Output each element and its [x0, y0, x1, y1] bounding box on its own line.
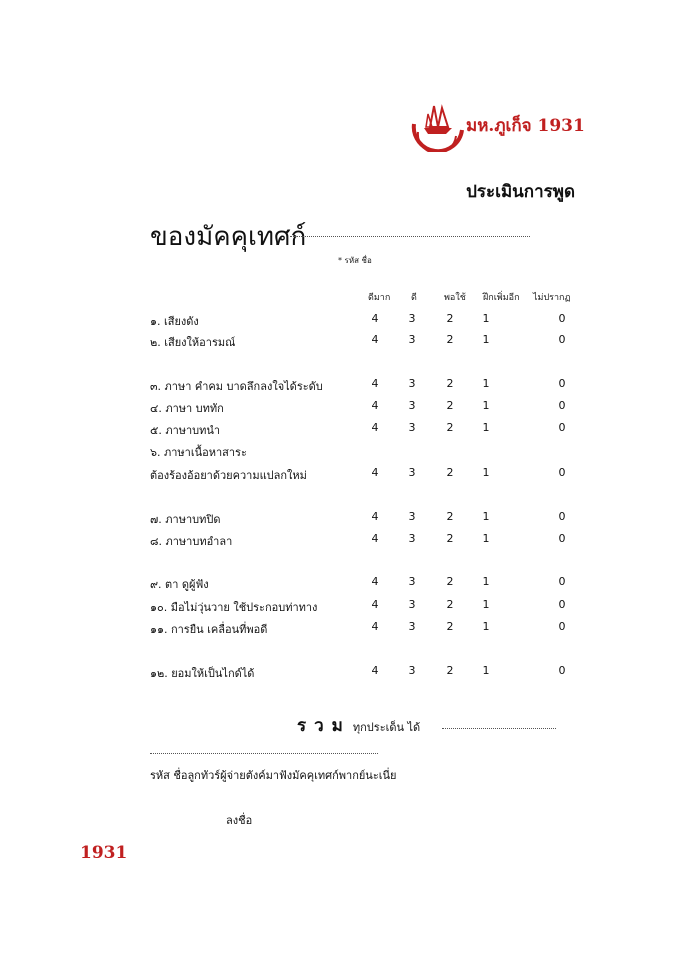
score-option[interactable]: 1: [482, 620, 490, 633]
score-option[interactable]: 3: [408, 598, 416, 611]
score-option[interactable]: 1: [482, 532, 490, 545]
score-option[interactable]: 4: [371, 598, 379, 611]
guide-name-label: ของมัคคุเทศก์: [150, 222, 307, 252]
score-option[interactable]: 0: [558, 620, 566, 633]
score-option[interactable]: 1: [482, 312, 490, 325]
score-option[interactable]: 0: [558, 399, 566, 412]
score-option[interactable]: 1: [482, 421, 490, 434]
score-option[interactable]: 2: [446, 399, 454, 412]
university-logo: [408, 100, 583, 152]
score-option[interactable]: 4: [371, 377, 379, 390]
score-option[interactable]: 4: [371, 575, 379, 588]
score-option[interactable]: 3: [408, 664, 416, 677]
score-option[interactable]: 3: [408, 333, 416, 346]
criterion-label: ๑๑. การยืน เคลื่อนที่พอดี: [150, 623, 268, 636]
score-option[interactable]: 3: [408, 620, 416, 633]
score-option[interactable]: 2: [446, 421, 454, 434]
score-option[interactable]: 1: [482, 377, 490, 390]
score-option[interactable]: 2: [446, 333, 454, 346]
total-row: [297, 712, 420, 739]
form-title: ประเมินการพูด: [466, 182, 575, 202]
score-option[interactable]: 3: [408, 421, 416, 434]
column-header: ดี: [411, 293, 417, 303]
criterion-label: ๒. เสียงให้อารมณ์: [150, 336, 236, 349]
criterion-label: ๑๐. มือไม่วุ่นวาย ใช้ประกอบท่าทาง: [150, 601, 318, 614]
score-option[interactable]: 2: [446, 312, 454, 325]
score-option[interactable]: 3: [408, 377, 416, 390]
criterion-label: ๗. ภาษาบทปิด: [150, 513, 221, 526]
score-option[interactable]: 3: [408, 399, 416, 412]
score-option[interactable]: 2: [446, 664, 454, 677]
id-name-note: * รหัส ชื่อ: [338, 256, 372, 265]
score-option[interactable]: 4: [371, 620, 379, 633]
column-header: ไม่ปรากฏ: [533, 293, 571, 303]
score-option[interactable]: 1: [482, 664, 490, 677]
score-option[interactable]: 4: [371, 664, 379, 677]
score-option[interactable]: 3: [408, 312, 416, 325]
score-option[interactable]: 2: [446, 575, 454, 588]
logo-text: มห.ภูเก็จ 1931: [466, 116, 585, 136]
criterion-label: ๖. ภาษาเนื้อหาสาระ: [150, 446, 247, 459]
criterion-label: ๑. เสียงดัง: [150, 315, 199, 328]
score-option[interactable]: 1: [482, 575, 490, 588]
evaluator-label: รหัส ชื่อลูกทัวร์ผู้จ่ายตังค์มาฟังมัคคุเทศก์พากย์นะเนี่ย: [150, 769, 397, 782]
score-option[interactable]: 0: [558, 377, 566, 390]
score-option[interactable]: 0: [558, 532, 566, 545]
total-score-field[interactable]: [442, 728, 556, 729]
score-option[interactable]: 3: [408, 510, 416, 523]
score-option[interactable]: 0: [558, 664, 566, 677]
score-option[interactable]: 1: [482, 333, 490, 346]
signature-label: ลงชื่อ: [226, 814, 253, 827]
score-option[interactable]: 0: [558, 575, 566, 588]
total-text: ทุกประเด็น ได้: [352, 721, 421, 734]
score-option[interactable]: 4: [371, 399, 379, 412]
score-option[interactable]: 3: [408, 532, 416, 545]
score-option[interactable]: 2: [446, 377, 454, 390]
score-option[interactable]: 2: [446, 620, 454, 633]
score-option[interactable]: 1: [482, 510, 490, 523]
criterion-label: ๘. ภาษาบทอำลา: [150, 535, 233, 548]
score-option[interactable]: 4: [371, 466, 379, 479]
score-option[interactable]: 1: [482, 466, 490, 479]
score-option[interactable]: 2: [446, 510, 454, 523]
score-option[interactable]: 2: [446, 532, 454, 545]
score-option[interactable]: 4: [371, 532, 379, 545]
score-option[interactable]: 4: [371, 333, 379, 346]
score-option[interactable]: 2: [446, 466, 454, 479]
criterion-label: ๔. ภาษา บททัก: [150, 402, 224, 415]
score-option[interactable]: 3: [408, 466, 416, 479]
column-header: ฝึกเพิ่มอีก: [483, 293, 520, 303]
guide-name-field[interactable]: [290, 236, 530, 237]
score-option[interactable]: 2: [446, 598, 454, 611]
score-option[interactable]: 0: [558, 510, 566, 523]
score-option[interactable]: 4: [371, 510, 379, 523]
ship-emblem-icon: [408, 100, 468, 152]
column-header: ดีมาก: [368, 293, 391, 303]
score-option[interactable]: 0: [558, 333, 566, 346]
criterion-label: ๙. ตา ดูผู้ฟัง: [150, 578, 209, 591]
column-header: พอใช้: [444, 293, 466, 303]
criterion-label: ๑๒. ยอมให้เป็นไกด์ได้: [150, 667, 255, 680]
evaluator-name-field[interactable]: [150, 753, 378, 754]
criterion-label: ๕. ภาษาบทนำ: [150, 424, 221, 437]
footer-year: 1931: [80, 843, 128, 863]
score-option[interactable]: 1: [482, 598, 490, 611]
score-option[interactable]: 0: [558, 598, 566, 611]
score-option[interactable]: 4: [371, 312, 379, 325]
score-option[interactable]: 4: [371, 421, 379, 434]
score-option[interactable]: 3: [408, 575, 416, 588]
score-option[interactable]: 1: [482, 399, 490, 412]
criterion-label: ๓. ภาษา คำคม บาดลึกลงใจได้ระดับ: [150, 380, 323, 393]
score-option[interactable]: 0: [558, 466, 566, 479]
criterion-label-continued: ต้องร้องอ้อยาด้วยความแปลกใหม่: [150, 469, 307, 482]
total-label: รวม: [297, 716, 351, 736]
score-option[interactable]: 0: [558, 421, 566, 434]
score-option[interactable]: 0: [558, 312, 566, 325]
